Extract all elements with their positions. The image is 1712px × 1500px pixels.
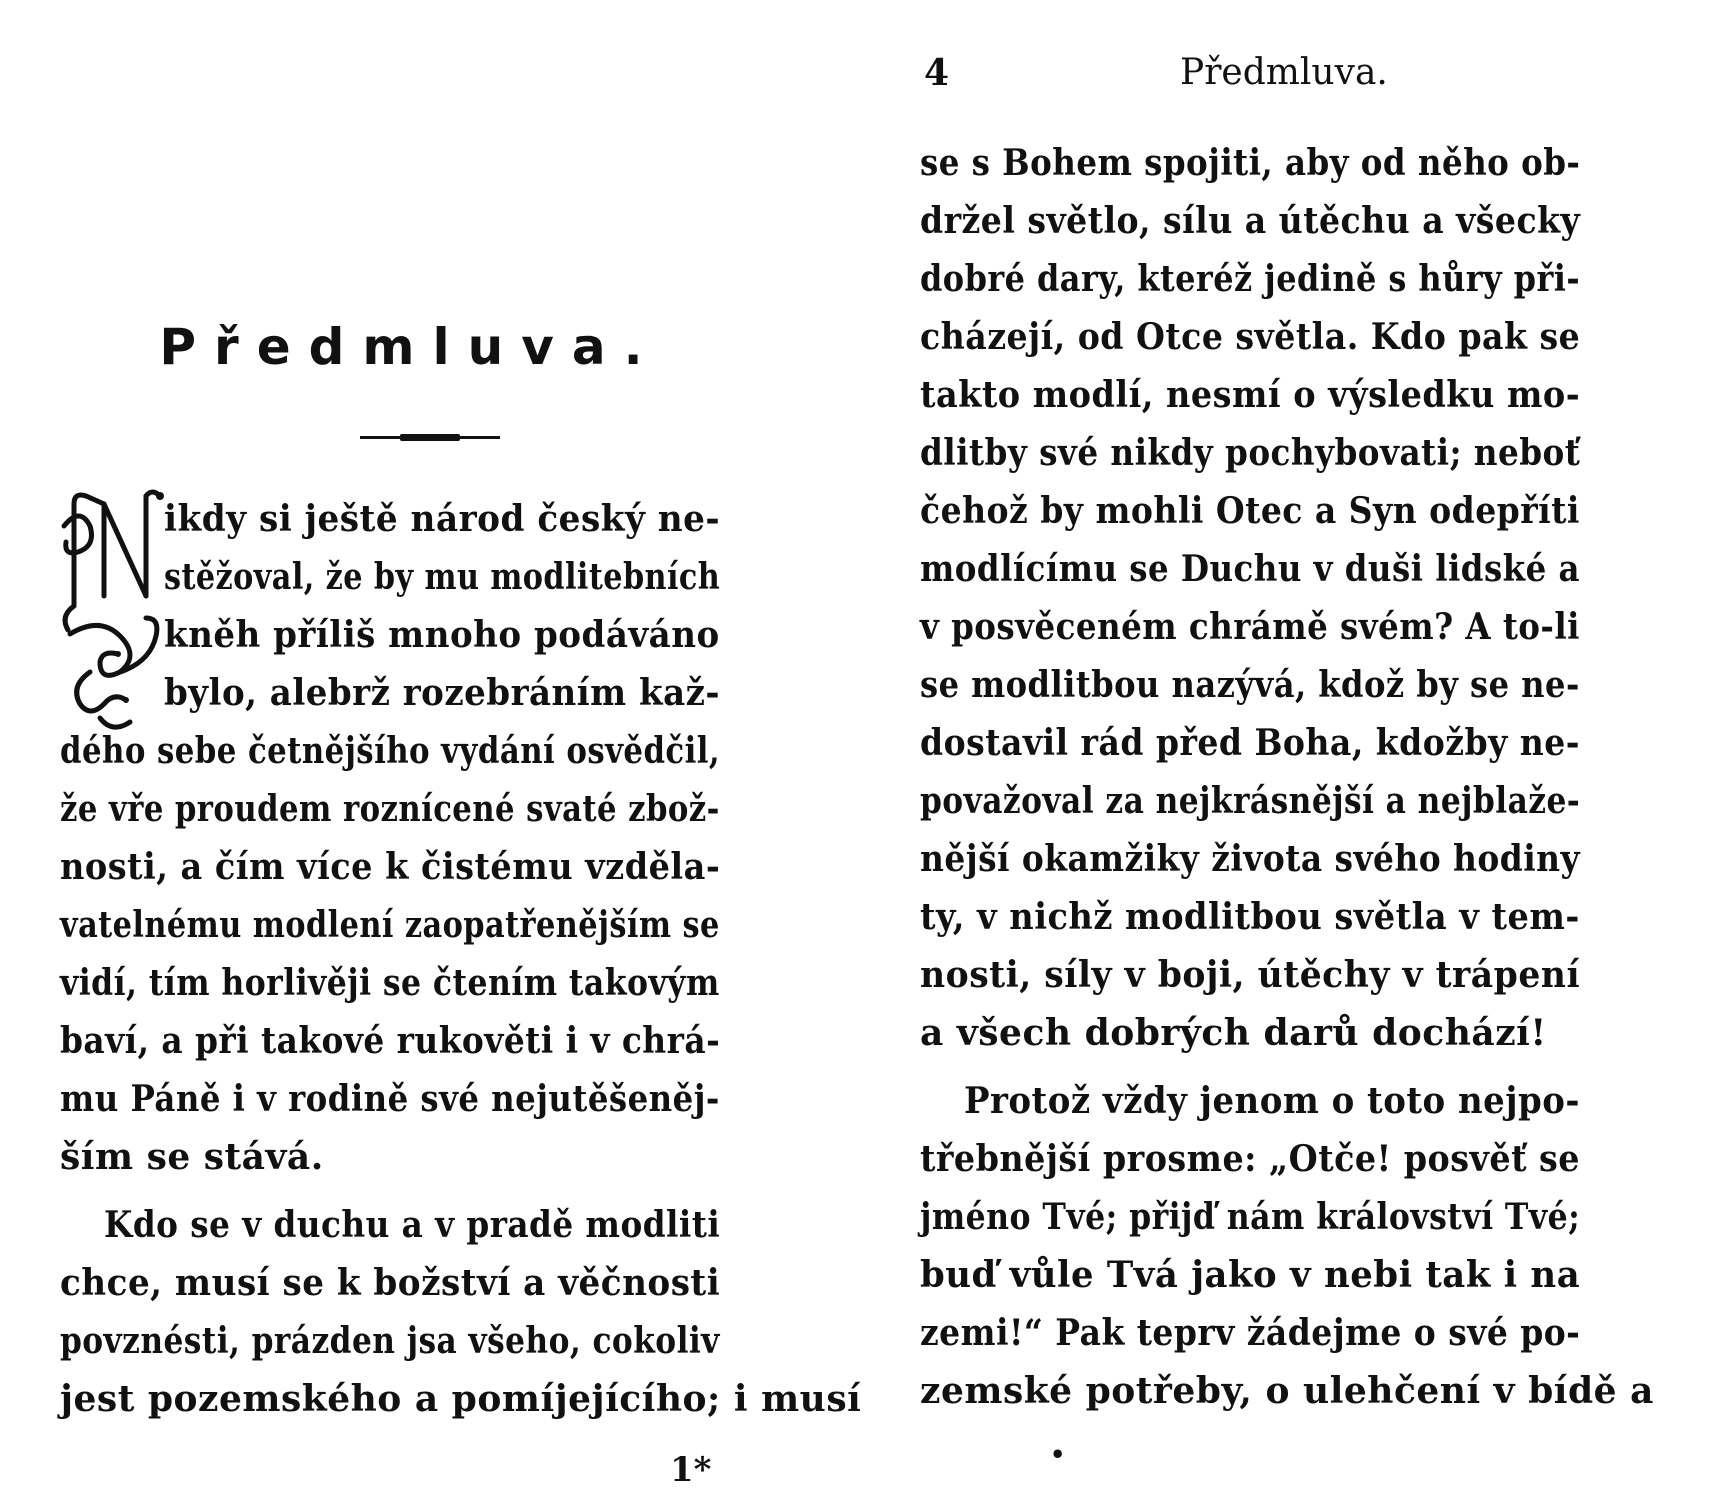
body-line: a všech dobrých darů dochází! [920, 1012, 1547, 1054]
body-line: vidí, tím horlivěji se čtením takovým [60, 962, 720, 1004]
body-line: dobré dary, kteréž jedině s hůry při- [920, 258, 1581, 300]
body-line: ikdy si ještě národ český ne- [164, 498, 721, 540]
stray-dot: • [1050, 1440, 1066, 1469]
body-line: čehož by mohli Otec a Syn odepříti [920, 490, 1580, 532]
body-line: mu Páně i v rodině své nejutěšeněj- [60, 1078, 720, 1120]
body-line: že vře proudem roznícené svaté zbož- [60, 788, 720, 830]
body-line: ty, v nichž modlitbou světla v tem- [920, 896, 1580, 938]
body-line: bylo, alebrž rozebráním kaž- [164, 672, 721, 714]
body-line: zemské potřeby, o ulehčení v bídě a [920, 1370, 1654, 1412]
body-line: jméno Tvé; přijď nám království Tvé; [920, 1196, 1581, 1238]
body-line: chce, musí se k božství a věčnosti [60, 1262, 721, 1304]
body-line: ším se stává. [60, 1136, 324, 1178]
body-line: Kdo se v duchu a v pradě modliti [104, 1204, 721, 1246]
body-line: povznésti, prázden jsa všeho, cokoliv [60, 1320, 720, 1362]
body-line: Protož vždy jenom o toto nejpo- [964, 1080, 1580, 1122]
body-line: držel světlo, sílu a útěchu a všecky [920, 200, 1581, 242]
right-page [920, 0, 1680, 1500]
body-line: třebnější prosme: „Otče! posvěť se [920, 1138, 1580, 1180]
chapter-title: Předmluva. [159, 318, 661, 376]
body-line: dostavil rád před Boha, kdožby ne- [920, 722, 1581, 764]
body-line: cházejí, od Otce světla. Kdo pak se [920, 316, 1581, 358]
body-line: nosti, a čím více k čistému vzděla- [60, 846, 721, 888]
body-line: baví, a při takové rukověti i v chrá- [60, 1020, 721, 1062]
body-line: nější okamžiky života svého hodiny [920, 838, 1581, 880]
body-line: jest pozemského a pomíjejícího; i musí [60, 1378, 862, 1420]
body-line: takto modlí, nesmí o výsledku mo- [920, 374, 1581, 416]
body-line: dlitby své nikdy pochybovati; neboť [920, 432, 1581, 474]
body-line: se s Bohem spojiti, aby od něho ob- [920, 142, 1581, 184]
body-line: považoval za nejkrásnější a nejblaže- [920, 780, 1581, 822]
left-page [60, 0, 862, 1500]
body-line: buď vůle Tvá jako v nebi tak i na [920, 1254, 1581, 1296]
decorative-initial-n [60, 486, 170, 736]
body-line: se modlitbou nazývá, kdož by se ne- [920, 664, 1580, 706]
body-line: v posvěceném chrámě svém? A to-li [920, 606, 1580, 648]
body-line: vatelnému modlení zaopatřenějším se [60, 904, 720, 946]
signature-mark: 1* [670, 1450, 712, 1490]
body-line: nosti, síly v boji, útěchy v trápení [920, 954, 1581, 996]
body-line: zemi!“ Pak teprv žádejme o své po- [920, 1312, 1581, 1354]
page-number: 4 [924, 52, 950, 94]
body-line: modlícímu se Duchu v duši lidské a [920, 548, 1580, 590]
body-line: dého sebe četnějšího vydání osvědčil, [60, 730, 721, 772]
running-head-title: Předmluva. [1180, 52, 1388, 93]
body-line: kněh příliš mnoho podáváno [164, 614, 720, 656]
running-head [920, 52, 1680, 102]
body-line: stěžoval, že by mu modlitebních [164, 556, 721, 598]
